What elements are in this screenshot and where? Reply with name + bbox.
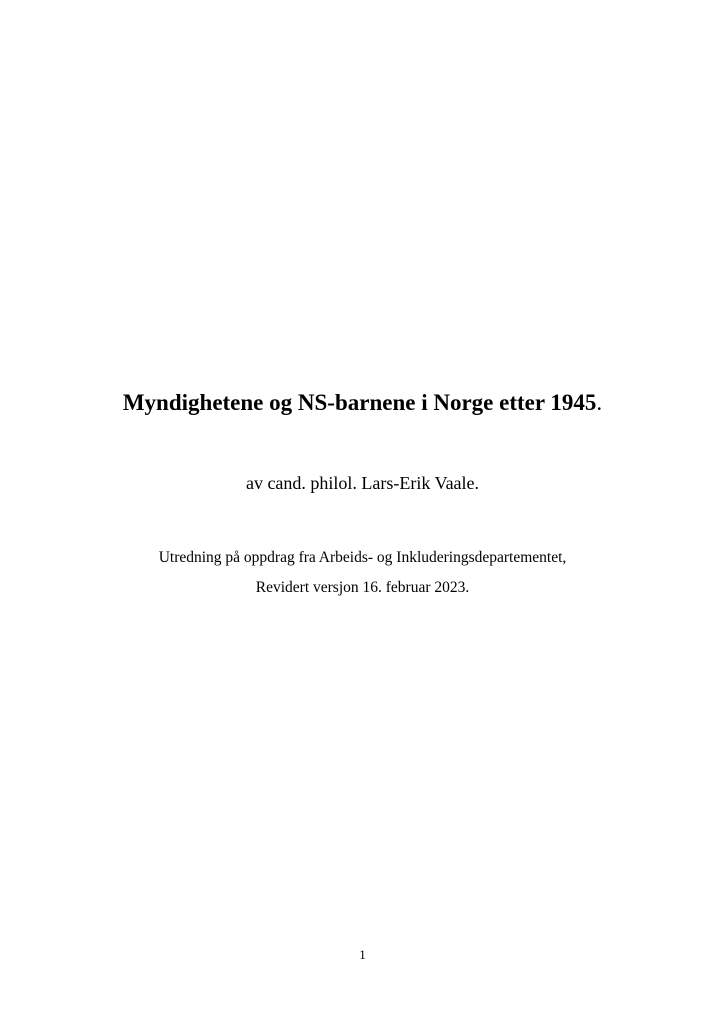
page-number: 1 bbox=[359, 947, 366, 962]
title-text: Myndighetene og NS-barnene i Norge etter 1945 bbox=[122, 390, 597, 415]
revision-line: Revidert versjon 16. februar 2023. bbox=[255, 579, 470, 596]
commission-line: Utredning på oppdrag fra Arbeids- og Inkluderingsdepartementet, bbox=[158, 549, 567, 566]
author-line: av cand. philol. Lars-Erik Vaale. bbox=[245, 473, 480, 493]
document-title bbox=[0, 388, 725, 418]
title-period: . bbox=[596, 390, 603, 415]
